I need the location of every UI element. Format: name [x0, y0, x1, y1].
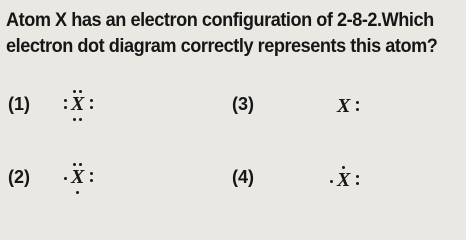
question-line-2: electron dot diagram correctly represents this atom?	[6, 35, 438, 57]
valence-dot	[79, 118, 82, 121]
choice-4-dot-diagram	[318, 160, 378, 220]
choice-1-dot-diagram	[52, 84, 112, 144]
valence-dot	[64, 99, 67, 102]
valence-dot	[90, 172, 93, 175]
valence-dot	[73, 163, 76, 166]
valence-dot	[356, 108, 359, 111]
valence-dot	[342, 166, 345, 169]
valence-dot	[76, 191, 79, 194]
valence-dot	[90, 179, 93, 182]
choice-2-number: (2)	[8, 167, 30, 187]
choice-3-symbol: X	[337, 95, 351, 117]
valence-dot	[90, 106, 93, 109]
valence-dot	[79, 163, 82, 166]
valence-dot	[73, 90, 76, 93]
valence-dot	[79, 90, 82, 93]
valence-dot	[356, 182, 359, 185]
choice-3-number: (3)	[232, 94, 254, 114]
valence-dot	[90, 99, 93, 102]
choice-4-symbol: X	[337, 169, 351, 191]
valence-dot	[330, 180, 333, 183]
choice-1-symbol: X	[71, 93, 85, 115]
valence-dot	[356, 175, 359, 178]
valence-dot	[64, 177, 67, 180]
choice-3-dot-diagram	[318, 86, 378, 146]
choice-4-number: (4)	[232, 167, 254, 187]
choice-2-dot-diagram	[52, 157, 112, 217]
valence-dot	[356, 101, 359, 104]
choice-2-symbol: X	[71, 166, 85, 188]
valence-dot	[73, 118, 76, 121]
valence-dot	[64, 106, 67, 109]
question-line-1: Atom X has an electron configuration of 2-8-2.Which	[6, 9, 434, 31]
choice-1-number: (1)	[8, 94, 30, 114]
question-text	[6, 7, 438, 59]
